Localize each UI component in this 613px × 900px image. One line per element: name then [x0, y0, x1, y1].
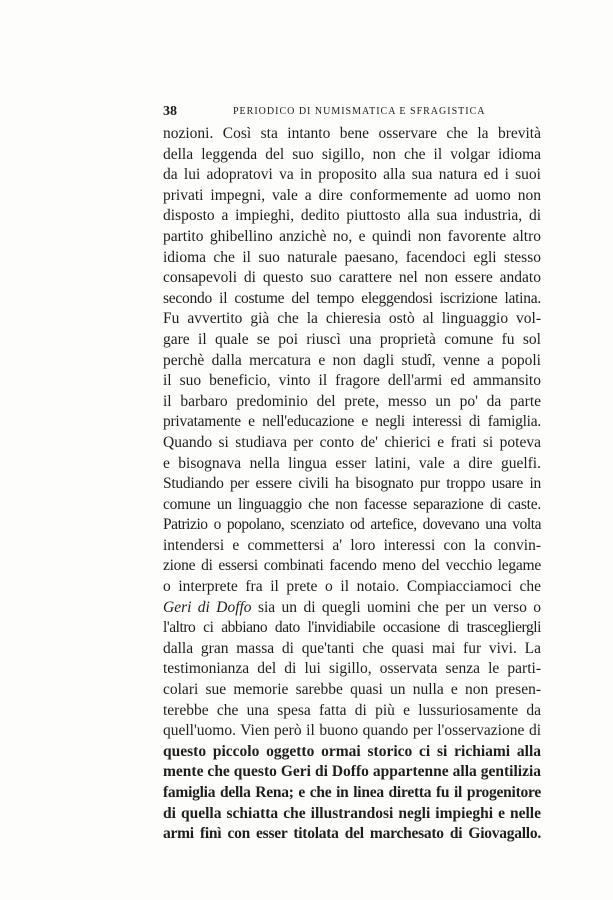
- text-line: da lui adopratovi va in proposito alla sua natura ed i suoi: [163, 166, 541, 184]
- text-line: della leggenda del suo sigillo, non che il volgar idioma: [163, 145, 541, 163]
- text-line: Quando si studiava per conto de' chierici e frati si poteva: [163, 433, 541, 451]
- text-line: Patrizio o popolano, scenziato od artefice, dovevano una volta: [163, 516, 541, 534]
- page-number: 38: [163, 104, 177, 119]
- text-line: mente che questo Geri di Doffo appartenne alla gentilizia: [163, 763, 541, 781]
- text-line: gare il quale se poi riuscì una proprietà comune fu sol: [163, 330, 541, 348]
- text-line: quell'uomo. Vien però il buono quando per l'osservazione di: [163, 722, 541, 740]
- text-line: privati impegni, vale a dire conformemente ad uomo non: [163, 186, 541, 204]
- text-line: idioma che il suo naturale paesano, facendoci egli stesso: [163, 248, 541, 266]
- text-line: Fu avvertito già che la chieresia ostò al linguaggio vol-: [163, 310, 541, 328]
- text-line: il barbaro predominio del prete, messo un po' da parte: [163, 392, 541, 410]
- text-line: perchè dalla mercatura e non dagli studî, venne a popoli: [163, 351, 541, 369]
- text-line: colari sue memorie sarebbe quasi un nulla e non presen-: [163, 681, 541, 699]
- text-line: nozioni. Così sta intanto bene osservare che la brevità: [163, 125, 541, 142]
- text-line: Studiando per essere civili ha bisognato pur troppo usare in: [163, 475, 541, 493]
- text-line: e bisognava nella lingua esser latini, vale a dire guelfi.: [163, 454, 541, 472]
- text-line: zione di essersi combinati facendo meno del vecchio legame: [163, 557, 541, 575]
- text-line: disposto a impieghi, dedito piuttosto alla sua industria, di: [163, 207, 541, 225]
- text-line: di quella schiatta che illustrandosi negli impieghi e nelle: [163, 804, 541, 822]
- text-line: terebbe che una spesa fatta di più e lussuriosamente da: [163, 701, 541, 719]
- text-line: secondo il costume del tempo eleggendosi iscrizione latina.: [163, 289, 541, 307]
- text-line: famiglia della Rena; e che in linea diretta fu il progenitore: [163, 784, 541, 801]
- italic-name: Geri di Doffo: [163, 598, 252, 616]
- text-line: o interprete fra il prete o il notaio. Compiacciamoci che: [163, 578, 541, 596]
- text-line: armi finì con esser titolata del marchesato di Giovagallo.: [163, 825, 541, 843]
- text-line: consapevoli di questo suo carattere nel non essere andato: [163, 269, 541, 287]
- text-line-with-name: [163, 598, 541, 619]
- text-line: il suo beneficio, vinto il fragore dell'armi ed ammansito: [163, 372, 541, 390]
- running-title: PERIODICO DI NUMISMATICA E SFRAGISTICA: [233, 106, 486, 117]
- text-line: testimonianza del di lui sigillo, osservata senza le parti-: [163, 660, 541, 678]
- text-line: comune un linguaggio che non facesse separazione di caste.: [163, 495, 541, 513]
- page-header: [163, 104, 541, 122]
- body-text: [163, 124, 541, 845]
- text-line: questo piccolo oggetto ormai storico ci si richiami alla: [163, 742, 541, 760]
- text-line: partito ghibellino anzichè no, e quindi non favorente altro: [163, 227, 541, 245]
- text-line: l'altro ci abbiano dato l'invidiabile occasione di trascegliergli: [163, 619, 541, 637]
- text-line-rest: sia un di quegli uomini che per un verso o: [257, 598, 542, 616]
- text-line: dalla gran massa di que'tanti che quasi mai fur vivi. La: [163, 639, 541, 657]
- text-line: intendersi e commettersi a' loro interessi con la convin-: [163, 536, 541, 554]
- text-line: privatamente e nell'educazione e negli interessi di famiglia.: [163, 413, 541, 431]
